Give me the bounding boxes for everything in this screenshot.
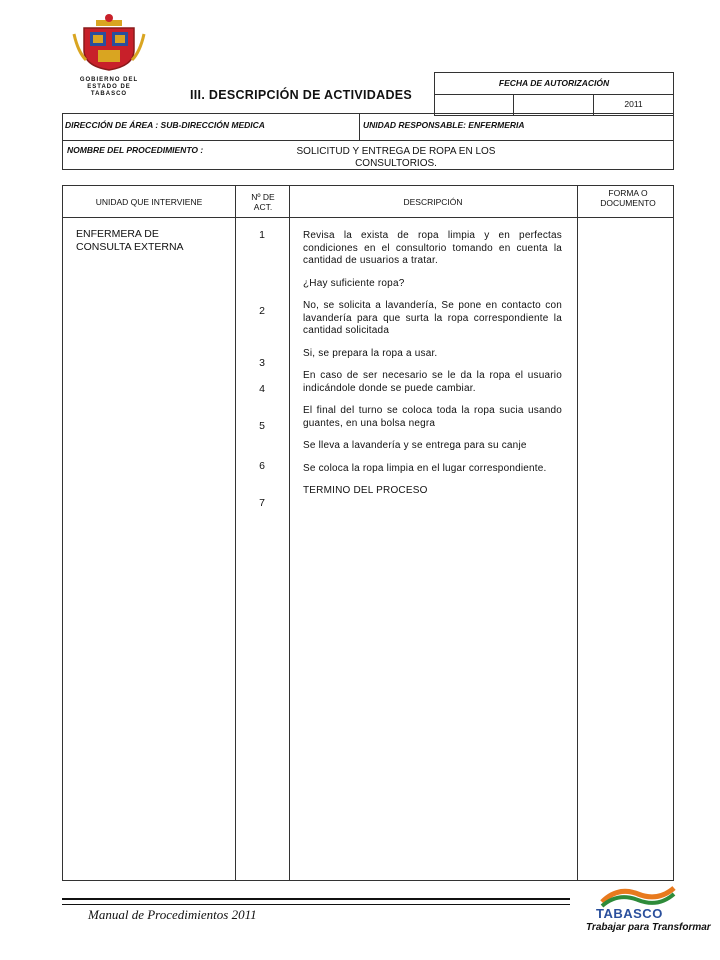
fecha-autorizacion-box: [434, 72, 674, 116]
col-header-descripcion: DESCRIPCIÓN: [403, 197, 463, 207]
col-header-num: Nº DE ACT.: [251, 192, 275, 212]
footer-rule: [62, 898, 570, 905]
coat-text-line: ESTADO DE: [87, 84, 131, 90]
activity-descriptions: [303, 230, 562, 508]
activity-number: 7: [259, 497, 265, 509]
logo-word: TABASCO: [596, 906, 663, 921]
activity-number: 4: [259, 383, 265, 395]
activity-step: Si, se prepara la ropa a usar.: [303, 347, 438, 359]
slogan: Trabajar para Transformar: [586, 922, 711, 933]
activity-step: Se lleva a lavandería y se entrega para su canje: [303, 440, 527, 451]
activity-number: 2: [259, 305, 265, 317]
activity-step: ¿Hay suficiente ropa?: [303, 277, 405, 289]
activity-step: El final del turno se coloca toda la ropa sucia usando guantes, en una bolsa negra: [303, 405, 562, 429]
coat-text-line: GOBIERNO DEL: [79, 77, 139, 83]
procedimiento-label: NOMBRE DEL PROCEDIMIENTO :: [67, 145, 204, 155]
col-header-forma: FORMA O DOCUMENTO: [600, 188, 656, 208]
unidad-responsable: UNIDAD RESPONSABLE: ENFERMERIA: [363, 120, 525, 130]
activity-step: No, se solicita a lavandería, Se pone en contacto con lavandería para que surta la ropa correspondiente la cantidad solicitada: [303, 300, 562, 336]
fecha-year: 2011: [624, 99, 643, 109]
activity-number: 1: [259, 229, 265, 241]
footer-manual-text: Manual de Procedimientos 2011: [88, 907, 257, 922]
activity-step: Revisa la exista de ropa limpia y en perfectas condiciones en el consultorio tomando en cuenta la cantidad de usuarios a tratar.: [303, 230, 562, 266]
procedimiento-value: SOLICITUD Y ENTREGA DE ROPA EN LOS CONSULTORIOS.: [296, 146, 496, 169]
activity-step: En caso de ser necesario se le da la ropa el usuario indicándole donde se puede cambiar.: [303, 370, 562, 394]
activity-step: TERMINO DEL PROCESO: [303, 485, 428, 496]
coat-text-line: TABASCO: [90, 91, 128, 97]
direccion-area: DIRECCIÓN DE ÁREA : SUB-DIRECCIÓN MEDICA: [65, 120, 265, 130]
activities-table: [62, 185, 674, 881]
fecha-label: FECHA DE AUTORIZACIÓN: [435, 73, 673, 95]
activity-number: 5: [259, 420, 265, 432]
page-title: III. DESCRIPCIÓN DE ACTIVIDADES: [190, 88, 413, 102]
info-row: [62, 113, 674, 141]
col-header-unidad: UNIDAD QUE INTERVIENE: [95, 197, 203, 207]
activity-number: 6: [259, 460, 265, 472]
activity-number: 3: [259, 357, 265, 369]
procedimiento-row: [62, 140, 674, 170]
tabasco-logo: [584, 884, 711, 942]
activity-step: Se coloca la ropa limpia en el lugar correspondiente.: [303, 462, 547, 474]
unidad-interviene: ENFERMERA DE CONSULTA EXTERNA: [76, 228, 184, 253]
coat-of-arms-logo: [68, 12, 150, 97]
